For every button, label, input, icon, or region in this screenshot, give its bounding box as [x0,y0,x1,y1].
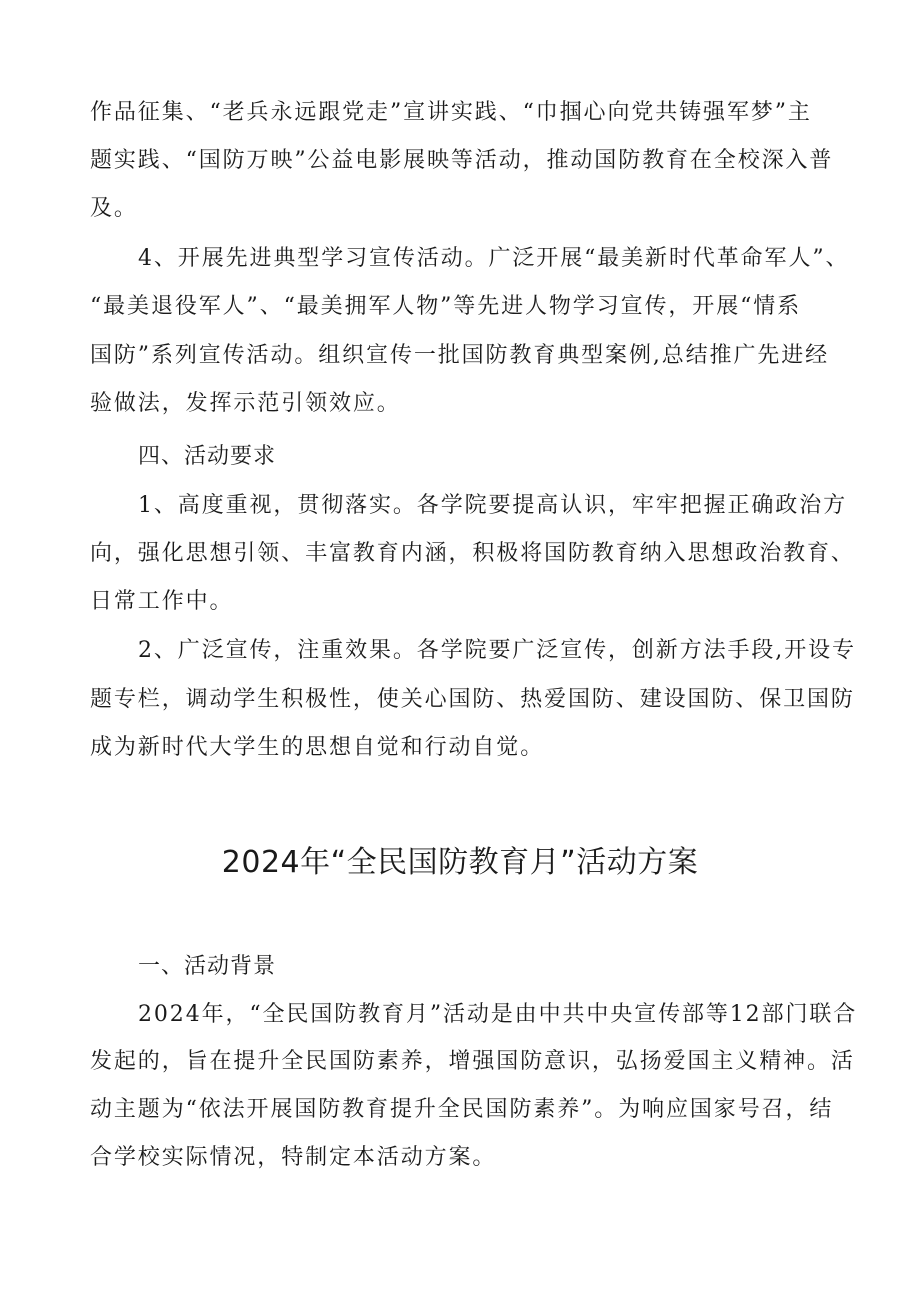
paragraph-line: 成为新时代大学生的思想自觉和行动自觉。 [90,735,545,760]
section-heading: 四、活动要求 [138,444,277,469]
paragraph-line: 4、开展先进典型学习宣传活动。广泛开展“最美新时代革命军人”、 [138,246,850,271]
paragraph-line: “最美退役军人”、“最美拥军人物”等先进人物学习宣传，开展“情系 [90,294,802,319]
paragraph-line: 1、高度重视，贯彻落实。各学院要提高认识，牢牢把握正确政治方 [138,493,847,518]
paragraph-line: 向，强化思想引领、丰富教育内涵，积极将国防教育纳入思想政治教育、 [90,541,855,566]
paragraph-line: 题专栏，调动学生积极性，使关心国防、热爱国防、建设国防、保卫国防 [90,687,855,712]
section-heading: 一、活动背景 [138,954,277,979]
paragraph-line: 发起的，旨在提升全民国防素养，增强国防意识，弘扬爱国主义精神。活 [90,1049,855,1074]
paragraph-line: 动主题为“依法开展国防教育提升全民国防素养”。为响应国家号召，结 [90,1097,834,1122]
paragraph-line: 2024年，“全民国防教育月”活动是由中共中央宣传部等12部门联合 [138,1002,858,1027]
paragraph-line: 2、广泛宣传，注重效果。各学院要广泛宣传，创新方法手段,开设专 [138,638,856,663]
paragraph-line: 及。 [90,196,138,221]
paragraph-line: 合学校实际情况，特制定本活动方案。 [90,1145,497,1170]
paragraph-line: 验做法，发挥示范引领效应。 [90,391,401,416]
paragraph-line: 题实践、“国防万映”公益电影展映等活动，推动国防教育在全校深入普 [90,148,834,173]
paragraph-line: 作品征集、“老兵永远跟党走”宣讲实践、“巾掴心向党共铸强军梦”主 [90,100,812,125]
paragraph-line: 国防”系列宣传活动。组织宣传一批国防教育典型案例,总结推广先进经 [90,343,830,368]
paragraph-line: 日常工作中。 [90,589,234,614]
document-title: 2024年“全民国防教育月”活动方案 [221,845,699,880]
